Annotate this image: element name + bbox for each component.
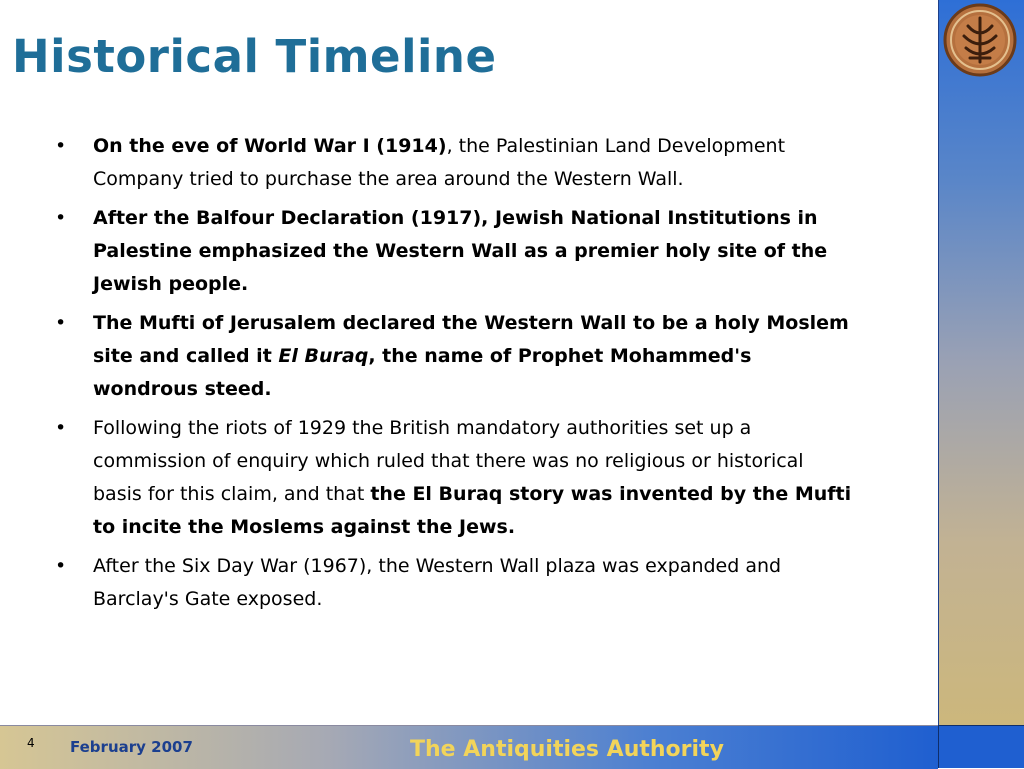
- bullet-text-part: , the name of Prophet Mohammed's wondrous steed.: [93, 345, 752, 400]
- side-decor-bar: [938, 0, 1024, 725]
- bullet-dot-icon: •: [55, 135, 67, 157]
- footer-organization: The Antiquities Authority: [410, 737, 724, 762]
- bullet-text: [93, 312, 849, 400]
- bullet-bold-lead: On the eve of World War I (1914): [93, 135, 447, 157]
- list-item: [55, 307, 855, 406]
- bullet-dot-icon: •: [55, 207, 67, 229]
- footer-date: February 2007: [70, 738, 193, 756]
- footer-corner-box: [938, 725, 1024, 768]
- bullet-list: [55, 130, 855, 622]
- bullet-text: After the Six Day War (1967), the Western Wall plaza was expanded and Barclay's Gate exposed.: [93, 555, 782, 610]
- bullet-dot-icon: •: [55, 312, 67, 334]
- bullet-text: Following the riots of 1929 the British mandatory authorities set up a commission of enquiry which ruled that there was no religious or historical basis for this claim, and that: [93, 417, 804, 505]
- bullet-dot-icon: •: [55, 555, 67, 577]
- bullet-dot-icon: •: [55, 417, 67, 439]
- bullet-text: After the Balfour Declaration (1917), Jewish National Institutions in Palestine emphasized the Western Wall as a premier holy site of the Jewish people.: [93, 207, 828, 295]
- page-number: 4: [27, 736, 35, 750]
- bullet-text: , the Palestinian Land Development Company tried to purchase the area around the Western Wall.: [93, 135, 786, 190]
- list-item: [55, 202, 855, 301]
- list-item: [55, 412, 855, 544]
- slide-title: Historical Timeline: [12, 30, 497, 83]
- list-item: [55, 130, 855, 196]
- list-item: [55, 550, 855, 616]
- bullet-bold-tail: the El Buraq story was invented by the Mufti to incite the Moslems against the Jews.: [93, 483, 852, 538]
- antiquities-authority-logo-icon: [938, 0, 1024, 86]
- bullet-text-part: The Mufti of Jerusalem declared the Western Wall to be a holy Moslem site and called it: [93, 312, 849, 367]
- bullet-italic-term: El Buraq: [278, 345, 369, 367]
